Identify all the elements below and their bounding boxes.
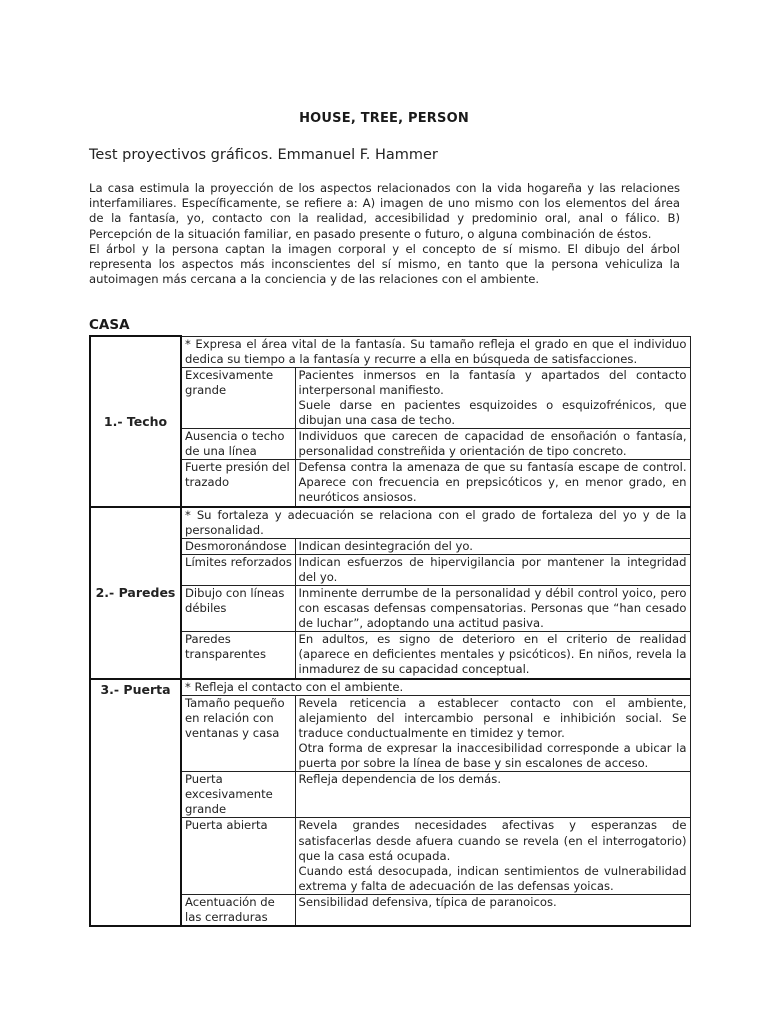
description-cell bbox=[295, 586, 690, 632]
table-row bbox=[90, 336, 690, 367]
condition-cell: Límites reforzados bbox=[181, 554, 295, 585]
condition-cell: Dibujo con líneas débiles bbox=[181, 586, 295, 632]
intro-paragraph: La casa estimula la proyección de los aspectos relacionados con la vida hogareña y las relaciones interfamiliares. Específicamente, se refiere a: A) imagen de uno mismo con los elementos del área de la fantasía, yo, contacto con la realidad, accesibilidad y predominio oral, anal o fálico. B) Percepción de la situación familiar, en pasado presente o futuro, o alguna combinación de éstos. bbox=[89, 181, 680, 241]
description-text: Suele darse en pacientes esquizoides o esquizofrénicos, que dibujan una casa de techo. bbox=[298, 397, 687, 427]
condition-cell: Ausencia o techo de una línea bbox=[181, 429, 295, 460]
description-cell bbox=[295, 695, 690, 771]
description-cell bbox=[295, 429, 690, 460]
section-heading: CASA bbox=[89, 317, 130, 333]
description-text: Revela reticencia a establecer contacto con el ambiente, alejamiento del intercambio personal e inhibición social. Se traduce conductualmente en timidez y temor. bbox=[298, 695, 687, 740]
intro-text bbox=[89, 181, 680, 287]
row-header-puerta: 3.- Puerta bbox=[90, 679, 181, 927]
description-cell bbox=[295, 538, 690, 554]
condition-cell: Tamaño pequeño en relación con ventanas y casa bbox=[181, 695, 295, 771]
description-text: Inminente derrumbe de la personalidad y débil control yoico, pero con escasas defensas compensatorias. Personas que “han cesado de luchar”, adoptando una actitud pasiva. bbox=[298, 586, 687, 631]
condition-cell: Puerta abierta bbox=[181, 818, 295, 894]
description-cell bbox=[295, 894, 690, 926]
description-text: Individuos que carecen de capacidad de ensoñación o fantasía, personalidad constreñida y orientación de tipo concreto. bbox=[298, 429, 687, 459]
intro-paragraph: El árbol y la persona captan la imagen corporal y el concepto de sí mismo. El dibujo del árbol representa los aspectos más inconscientes del sí mismo, en tanto que la persona vehiculiza la autoimagen más cercana a la conciencia y de las relaciones con el ambiente. bbox=[89, 241, 680, 287]
description-text: Sensibilidad defensiva, típica de paranoicos. bbox=[298, 894, 557, 909]
document-title: HOUSE, TREE, PERSON bbox=[299, 111, 469, 126]
table-row bbox=[90, 679, 690, 696]
description-text: Indican esfuerzos de hipervigilancia por mantener la integridad del yo. bbox=[298, 554, 687, 584]
document-subtitle: Test proyectivos gráficos. Emmanuel F. Hammer bbox=[89, 147, 438, 163]
note-cell: * Expresa el área vital de la fantasía. Su tamaño refleja el grado en que el individuo dedica su tiempo a la fantasía y recurre a ella en búsqueda de satisfacciones. bbox=[181, 336, 690, 367]
condition-cell: Excesivamente grande bbox=[181, 367, 295, 428]
description-text: Refleja dependencia de los demás. bbox=[298, 772, 502, 787]
description-cell bbox=[295, 460, 690, 507]
description-cell bbox=[295, 632, 690, 679]
description-text: Revela grandes necesidades afectivas y esperanzas de satisfacerlas desde afuera cuando se revela (en el interrogatorio) que la casa está ocupada. bbox=[298, 818, 687, 863]
description-text: Pacientes inmersos en la fantasía y apartados del contacto interpersonal manifiesto. bbox=[298, 367, 687, 397]
description-cell bbox=[295, 554, 690, 585]
note-cell: * Su fortaleza y adecuación se relaciona con el grado de fortaleza del yo y de la personalidad. bbox=[181, 507, 690, 539]
description-cell bbox=[295, 367, 690, 428]
description-text: Indican desintegración del yo. bbox=[298, 538, 473, 553]
row-header-techo: 1.- Techo bbox=[90, 336, 181, 507]
description-cell bbox=[295, 772, 690, 818]
condition-cell: Fuerte presión del trazado bbox=[181, 460, 295, 507]
condition-cell: Desmoronándose bbox=[181, 538, 295, 554]
description-text: Otra forma de expresar la inaccesibilidad corresponde a ubicar la puerta por sobre la línea de base y sin escalones de acceso. bbox=[298, 740, 687, 771]
row-header-paredes: 2.- Paredes bbox=[90, 507, 181, 679]
condition-cell: Paredes transparentes bbox=[181, 632, 295, 679]
table-row bbox=[90, 507, 690, 539]
casa-table bbox=[89, 335, 691, 927]
description-text: Defensa contra la amenaza de que su fantasía escape de control. Aparece con frecuencia en prepsicóticos y, en menor grado, en neuróticos ansiosos. bbox=[298, 460, 687, 505]
condition-cell: Acentuación de las cerraduras bbox=[181, 894, 295, 926]
note-cell: * Refleja el contacto con el ambiente. bbox=[181, 679, 690, 696]
condition-cell: Puerta excesivamente grande bbox=[181, 772, 295, 818]
description-text: En adultos, es signo de deterioro en el criterio de realidad (aparece en deficientes mentales y psicóticos). En niños, revela la inmadurez de su capacidad conceptual. bbox=[298, 632, 687, 677]
description-cell bbox=[295, 818, 690, 894]
description-text: Cuando está desocupada, indican sentimientos de vulnerabilidad extrema y falta de adecuación de las defensas yoicas. bbox=[298, 863, 687, 893]
